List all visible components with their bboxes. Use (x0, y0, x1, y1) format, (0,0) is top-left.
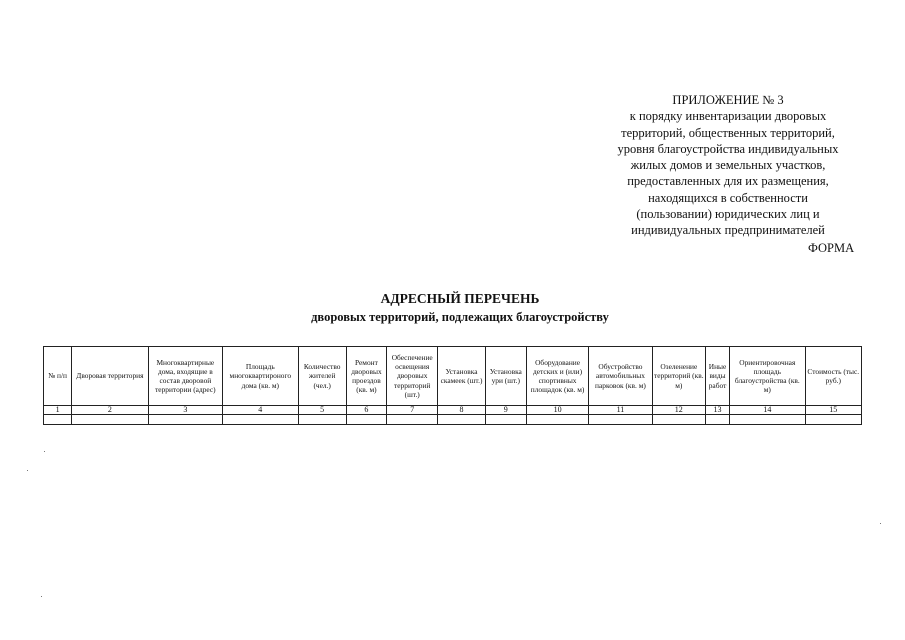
scan-speck (41, 596, 42, 597)
appendix-line: находящихся в собственности (648, 190, 808, 205)
column-number: 7 (387, 406, 438, 415)
column-header: Количество жителей (чел.) (298, 347, 346, 406)
column-header: Установка скамеек (шт.) (438, 347, 485, 406)
appendix-header (580, 92, 876, 239)
title-subtitle: дворовых территорий, подлежащих благоустройству (311, 310, 609, 324)
column-number: 4 (223, 406, 298, 415)
table-cell (438, 415, 485, 425)
column-header: № п/п (44, 347, 72, 406)
column-number: 13 (705, 406, 729, 415)
column-number: 3 (148, 406, 222, 415)
column-header: Многоквартирные дома, входящие в состав дворовой территории (адрес) (148, 347, 222, 406)
address-list-table (43, 346, 862, 425)
table-cell (730, 415, 805, 425)
appendix-line: предоставленных для их размещения, (627, 174, 829, 189)
column-number: 15 (805, 406, 861, 415)
appendix-line: жилых домов и земельных участков, (630, 158, 826, 173)
table-cell (72, 415, 148, 425)
appendix-line: индивидуальных предпринимателей (631, 223, 825, 238)
table-cell (44, 415, 72, 425)
column-number: 14 (730, 406, 805, 415)
appendix-line: уровня благоустройства индивидуальных (617, 141, 839, 156)
column-number: 12 (652, 406, 705, 415)
column-number: 5 (298, 406, 346, 415)
column-number: 11 (589, 406, 652, 415)
appendix-line: к порядку инвентаризации дворовых (629, 109, 827, 124)
table-cell (148, 415, 222, 425)
table-cell (805, 415, 861, 425)
form-label: ФОРМА (808, 241, 855, 255)
column-number: 10 (526, 406, 588, 415)
scan-speck (44, 451, 45, 452)
table-cell (589, 415, 652, 425)
table-cell (346, 415, 386, 425)
appendix-number: ПРИЛОЖЕНИЕ № 3 (672, 93, 784, 107)
column-number: 6 (346, 406, 386, 415)
column-header: Обеспечение освещения дворовых территорий (шт.) (387, 347, 438, 406)
column-header: Ремонт дворовых проездов (кв. м) (346, 347, 386, 406)
column-header: Озеленение территорий (кв. м) (652, 347, 705, 406)
column-header: Дворовая территория (72, 347, 148, 406)
table-cell (705, 415, 729, 425)
scan-speck (880, 523, 881, 524)
table-cell (223, 415, 298, 425)
column-number: 1 (44, 406, 72, 415)
table-cell (387, 415, 438, 425)
title-main: АДРЕСНЫЙ ПЕРЕЧЕНЬ (380, 291, 540, 306)
table-cell (298, 415, 346, 425)
column-number: 9 (485, 406, 526, 415)
table-header-row (44, 347, 862, 406)
scan-speck (27, 470, 28, 471)
document-title (280, 290, 640, 326)
column-header: Установка ури (шт.) (485, 347, 526, 406)
column-number: 2 (72, 406, 148, 415)
column-number: 8 (438, 406, 485, 415)
column-header: Ориентировочная площадь благоустройства (кв. м) (730, 347, 805, 406)
table-row (44, 415, 862, 425)
table-cell (652, 415, 705, 425)
column-header: Стоимость (тыс. руб.) (805, 347, 861, 406)
column-header: Площадь многоквартироного дома (кв. м) (223, 347, 298, 406)
appendix-line: территорий, общественных территорий, (621, 125, 835, 140)
column-header: Оборудование детских и (или) спортивных площадок (кв. м) (526, 347, 588, 406)
appendix-line: (пользовании) юридических лиц и (636, 207, 820, 222)
column-header: Иные виды работ (705, 347, 729, 406)
column-number-row (44, 406, 862, 415)
column-header: Обустройство автомобильных парковок (кв. м) (589, 347, 652, 406)
table-cell (526, 415, 588, 425)
table-cell (485, 415, 526, 425)
